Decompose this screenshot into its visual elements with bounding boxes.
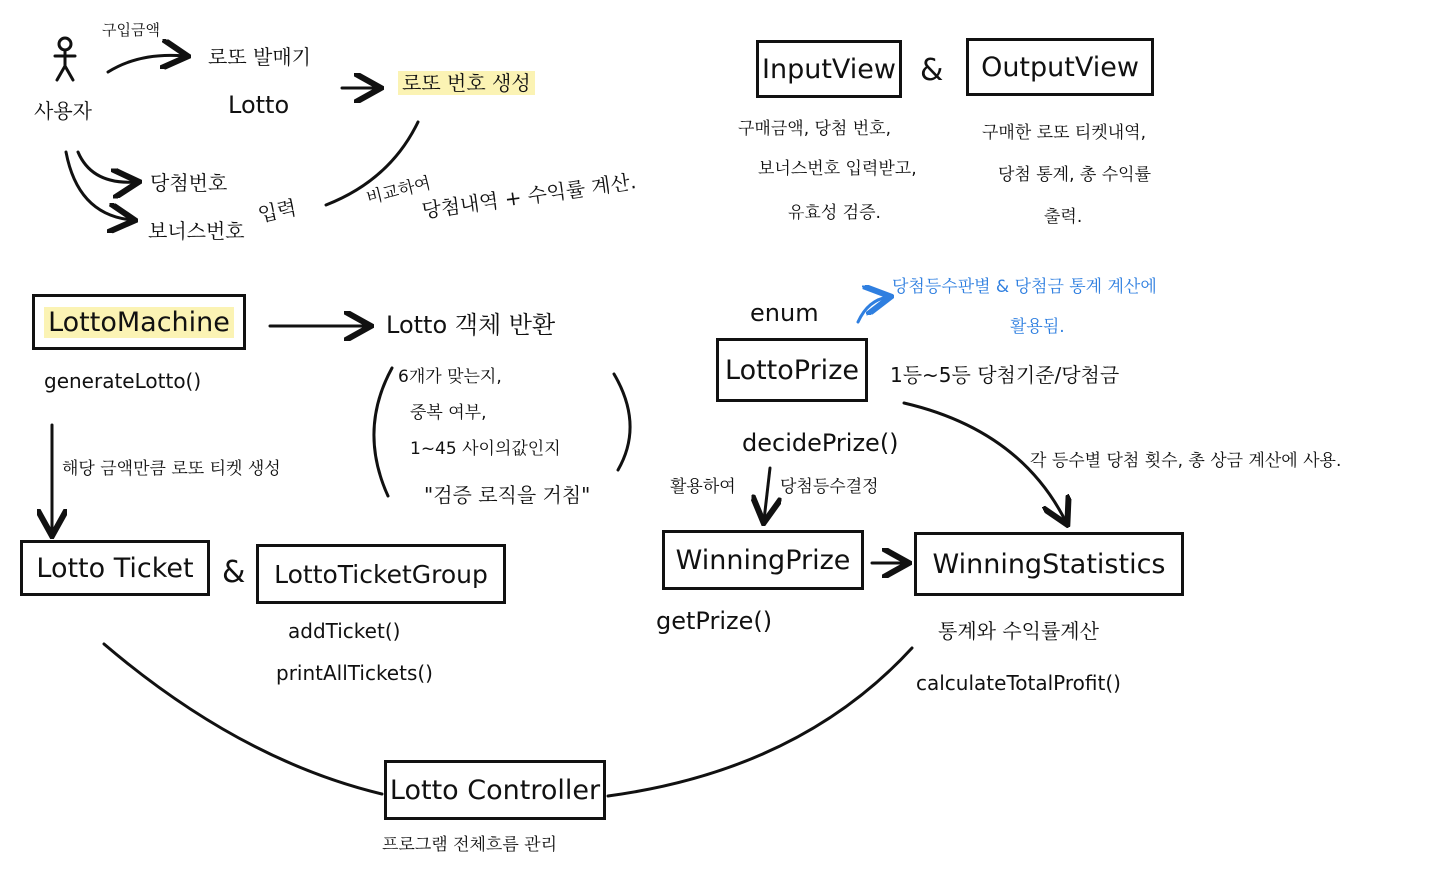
purchase-amount-label: 구입금액	[102, 21, 160, 39]
bonus-number-label: 보너스번호	[148, 219, 245, 243]
output-view-desc-1: 구매한 로또 티켓내역,	[982, 123, 1147, 143]
prize-criteria: 1등~5등 당첨기준/당첨금	[890, 363, 1120, 387]
bracket-left	[374, 368, 392, 496]
curve-stats-to-controller	[608, 648, 912, 796]
validation-line-1: 6개가 맞는지,	[398, 367, 502, 387]
winning-number-label: 당첨번호	[150, 171, 228, 195]
lotto-object-return: Lotto 객체 반환	[386, 311, 556, 339]
input-label: 입력	[255, 195, 299, 227]
output-view-desc-2: 당첨 통계, 총 수익률	[998, 165, 1151, 185]
stats-desc: 통계와 수익률계산	[938, 619, 1099, 643]
bracket-right	[614, 374, 630, 470]
controller-desc: 프로그램 전체흐름 관리	[382, 835, 558, 855]
lottomachine-box-label: LottoMachine	[44, 307, 234, 338]
lotto-ticket-group-box: LottoTicketGroup	[256, 544, 506, 604]
winning-prize-box: WinningPrize	[662, 530, 864, 590]
get-prize-method: getPrize()	[656, 607, 773, 635]
add-ticket-method: addTicket()	[288, 619, 401, 643]
arrow-user-to-bonus	[66, 152, 132, 220]
ticket-generate-note: 해당 금액만큼 로또 티켓 생성	[62, 459, 281, 479]
result-calc-label: 당첨내역 + 수익률 계산.	[420, 169, 638, 223]
decide-rank-label: 당첨등수결정	[780, 477, 879, 497]
outputview-box: OutputView	[966, 38, 1154, 96]
stats-use-note: 각 등수별 당첨 횟수, 총 상금 계산에 사용.	[1030, 451, 1342, 471]
arrow-decide-to-winningprize	[764, 468, 770, 520]
lotto-label: Lotto	[228, 91, 290, 119]
validation-line-2: 중복 여부,	[410, 403, 487, 423]
calculate-total-profit-method: calculateTotalProfit()	[916, 671, 1121, 695]
lotto-machine-label: 로또 발매기	[208, 45, 311, 69]
arrow-user-to-machine	[108, 55, 185, 72]
input-view-desc-3: 유효성 검증.	[788, 203, 881, 223]
generate-numbers-text: 로또 번호 생성	[398, 71, 535, 95]
lottomachine-box	[32, 294, 246, 350]
prize-blue-note-2: 활용됨.	[1010, 317, 1065, 337]
tickets-ampersand: &	[222, 555, 246, 590]
print-all-tickets-method: printAllTickets()	[276, 661, 433, 685]
winning-statistics-box: WinningStatistics	[914, 532, 1184, 596]
validation-line-3: 1~45 사이의값인지	[410, 439, 561, 459]
validation-note: "검증 로직을 거침"	[424, 483, 591, 507]
lottoprize-box: LottoPrize	[716, 338, 868, 402]
input-view-desc-2: 보너스번호 입력받고,	[758, 159, 917, 179]
generate-lotto-method: generateLotto()	[44, 369, 202, 393]
lotto-ticket-box: Lotto Ticket	[20, 540, 210, 596]
inputview-box: InputView	[756, 40, 902, 98]
decide-prize-method: decidePrize()	[742, 429, 899, 457]
lotto-controller-box: Lotto Controller	[384, 760, 606, 820]
prize-blue-note-1: 당첨등수판별 & 당첨금 통계 계산에	[892, 277, 1157, 297]
output-view-desc-3: 출력.	[1044, 207, 1083, 227]
use-label: 활용하여	[670, 477, 736, 497]
generate-numbers-label	[398, 72, 535, 95]
user-person-icon	[50, 36, 80, 84]
enum-label: enum	[750, 299, 819, 327]
arrow-user-to-winning	[78, 152, 136, 182]
input-view-desc-1: 구매금액, 당첨 번호,	[738, 119, 891, 139]
user-label: 사용자	[34, 99, 92, 123]
blue-arrow	[858, 297, 888, 322]
compare-label: 비교하여	[364, 173, 433, 209]
views-ampersand: &	[920, 53, 944, 88]
